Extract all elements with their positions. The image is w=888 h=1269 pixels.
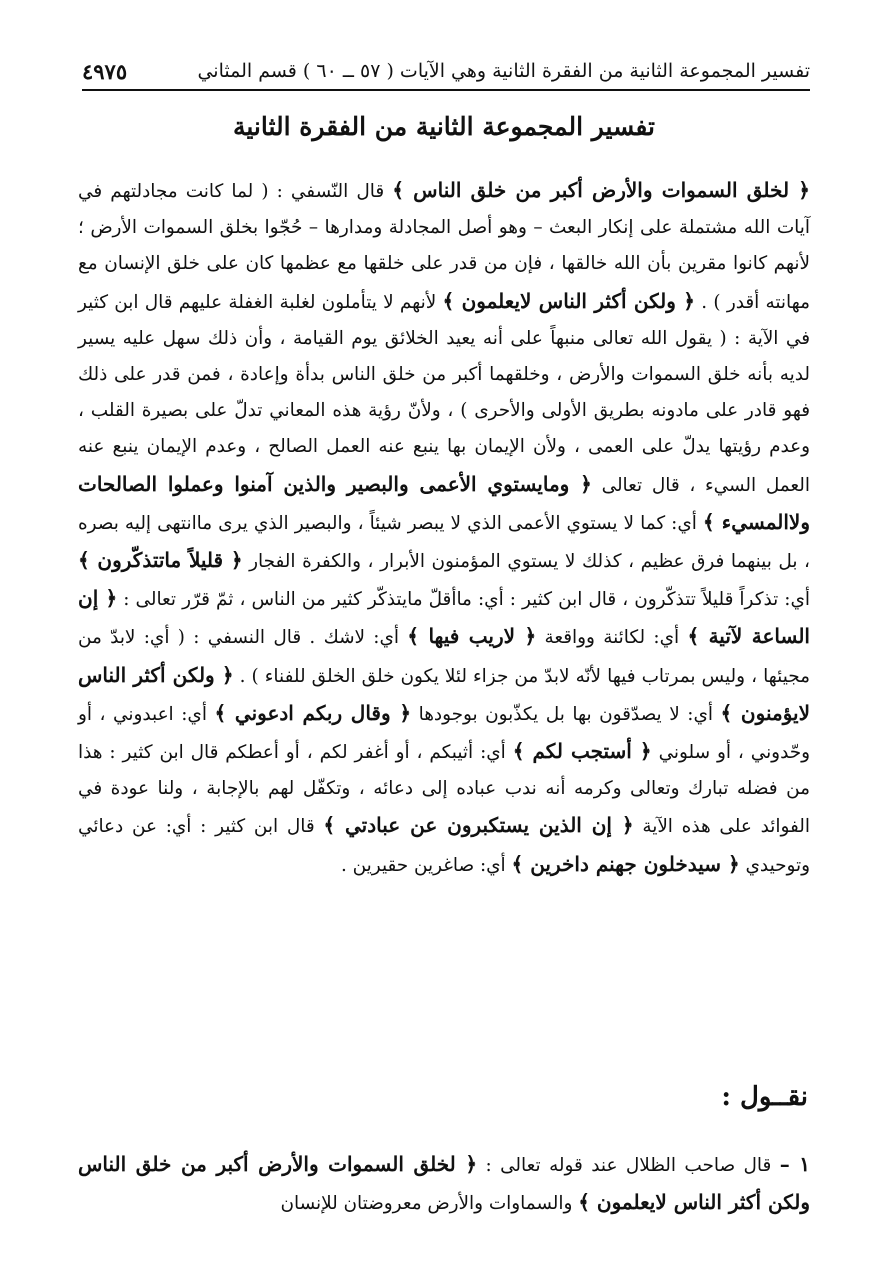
commentary-text: أي: أثيبكم ، أو أغفر لكم ، أو أعطكم قال ابن كثير : هذا من فضله تبارك وتعالى وكرمه أنه ندب عباده إلى دعائه ، وتكفّل لهم بالإجابة ، ولنا عودة في الفوائد على هذه الآية (78, 742, 810, 838)
quotation-text: قال صاحب الظلال عند قوله تعالى : (477, 1155, 780, 1176)
quotation-number: ١ – (779, 1152, 811, 1176)
commentary-text: قال ابن كثير : أي: عن دعائي وتوحيدي (78, 816, 810, 876)
commentary-text: أي: اعبدوني ، أو وحّدوني ، أو سلوني (78, 703, 810, 764)
quotation-text: والسماوات والأرض معروضتان للإنسان (280, 1193, 579, 1215)
verse-quote: ﴿ قليلاً ماتتذكّرون ﴾ (78, 548, 243, 573)
commentary-text: أي: لاشك . قال النسفي : ( أي: لابدّ من مجيئها ، وليس بمرتاب فيها لأنّه لابدّ من جزاء لئلا يكون خلق الخلق للفناء ) . (78, 627, 810, 687)
page-number: ٤٩٧٥ (82, 58, 128, 84)
commentary-text: أي: لكائنة وواقعة (536, 627, 688, 649)
verse-quote: ﴿ إن الذين يستكبرون عن عبادتي ﴾ (323, 813, 634, 838)
commentary-text: أي: تذكراً قليلاً تتذكّرون ، قال ابن كثير : أي: ماأقلّ مايتذكّر كثير من الناس ، ثمّ قرّر تعالى : (117, 589, 810, 611)
verse-quote: ﴿ لخلق السموات والأرض أكبر من خلق الناس ﴾ (392, 178, 811, 202)
header-rule (82, 89, 810, 91)
commentary-paragraph (78, 172, 810, 884)
verse-quote: ﴿ ومايستوي الأعمى والبصير والذين آمنوا وعملوا الصالحات ولاالمسيء ﴾ (78, 471, 810, 534)
commentary-text: لأنهم لا يتأملون لغلبة الغفلة عليهم قال ابن كثير في الآية : ( يقول الله تعالى منبهاً على أنه يعيد الخلائق يوم القيامة ، وأن ذلك سهل عليه يسير لديه بأنه خلق السموات والأرض ، وخلقهما أكبر من خلق الناس بدأة وإعادة ، فمن قدر على ذلك فهو قادر على مادونه بطريق الأولى والأحرى ) ، ولأنّ رؤية هذه المعاني تدلّ على بصيرة القلب ، وعدم رؤيتها يدلّ على العمى ، ولأن الإيمان بها ينبع عنه العمل الصالح ، وعدم الإيمان ينبع عنه العمل السيء ، قال تعالى (78, 291, 810, 496)
verse-quote: ﴿ لاريب فيها ﴾ (407, 624, 537, 649)
verse-quote: ﴿ سيدخلون جهنم داخرين ﴾ (511, 851, 740, 876)
running-title: تفسير المجموعة الثانية من الفقرة الثانية وهي الآيات ( ٥٧ ــ ٦٠ ) قسم المثاني (197, 60, 810, 82)
verse-quote: ﴿ وقال ربكم ادعوني ﴾ (214, 700, 412, 725)
commentary-body (78, 172, 810, 884)
quotation-paragraph (78, 1146, 810, 1222)
running-head (82, 52, 810, 90)
verse-quote: ﴿ ولكن أكثر الناس لايعلمون ﴾ (442, 288, 696, 313)
verse-quote: ﴿ أستجب لكم ﴾ (512, 739, 652, 764)
commentary-text: أي: صاغرين حقيرين . (340, 854, 512, 876)
commentary-text: أي: كما لا يستوي الأعمى الذي لا يبصر شيئاً ، والبصير الذي يرى ماانتهى إليه بصره ، بل بينهما فرق عظيم ، كذلك لا يستوي المؤمنون الأبرار ، والكفرة الفجار (78, 512, 810, 573)
verse-quote: ﴿ إن الساعة لآتية ﴾ (78, 586, 810, 649)
commentary-text: قال النّسفي : ( لما كانت مجادلتهم في آيات الله مشتملة على إنكار البعث – وهو أصل المجادلة ومدارها – حُجّوا بخلق السموات الأرض ؛ لأنهم كانوا مقرين بأن الله خالقها ، فإن من قدر على خلقها مع عظمها كان على خلق الإنسان مع مهانته أقدر ) . (78, 181, 810, 313)
verse-quote: ﴿ لخلق السموات والأرض أكبر من خلق الناس ولكن أكثر الناس لايعلمون ﴾ (78, 1152, 810, 1215)
commentary-text: أي: لا يصدّقون بها بل يكذّبون بوجودها (411, 703, 721, 725)
verse-quote: ﴿ ولكن أكثر الناس لايؤمنون ﴾ (78, 662, 811, 725)
quotations-heading: نقــول : (721, 1082, 808, 1112)
section-title: تفسير المجموعة الثانية من الفقرة الثانية (232, 112, 656, 141)
